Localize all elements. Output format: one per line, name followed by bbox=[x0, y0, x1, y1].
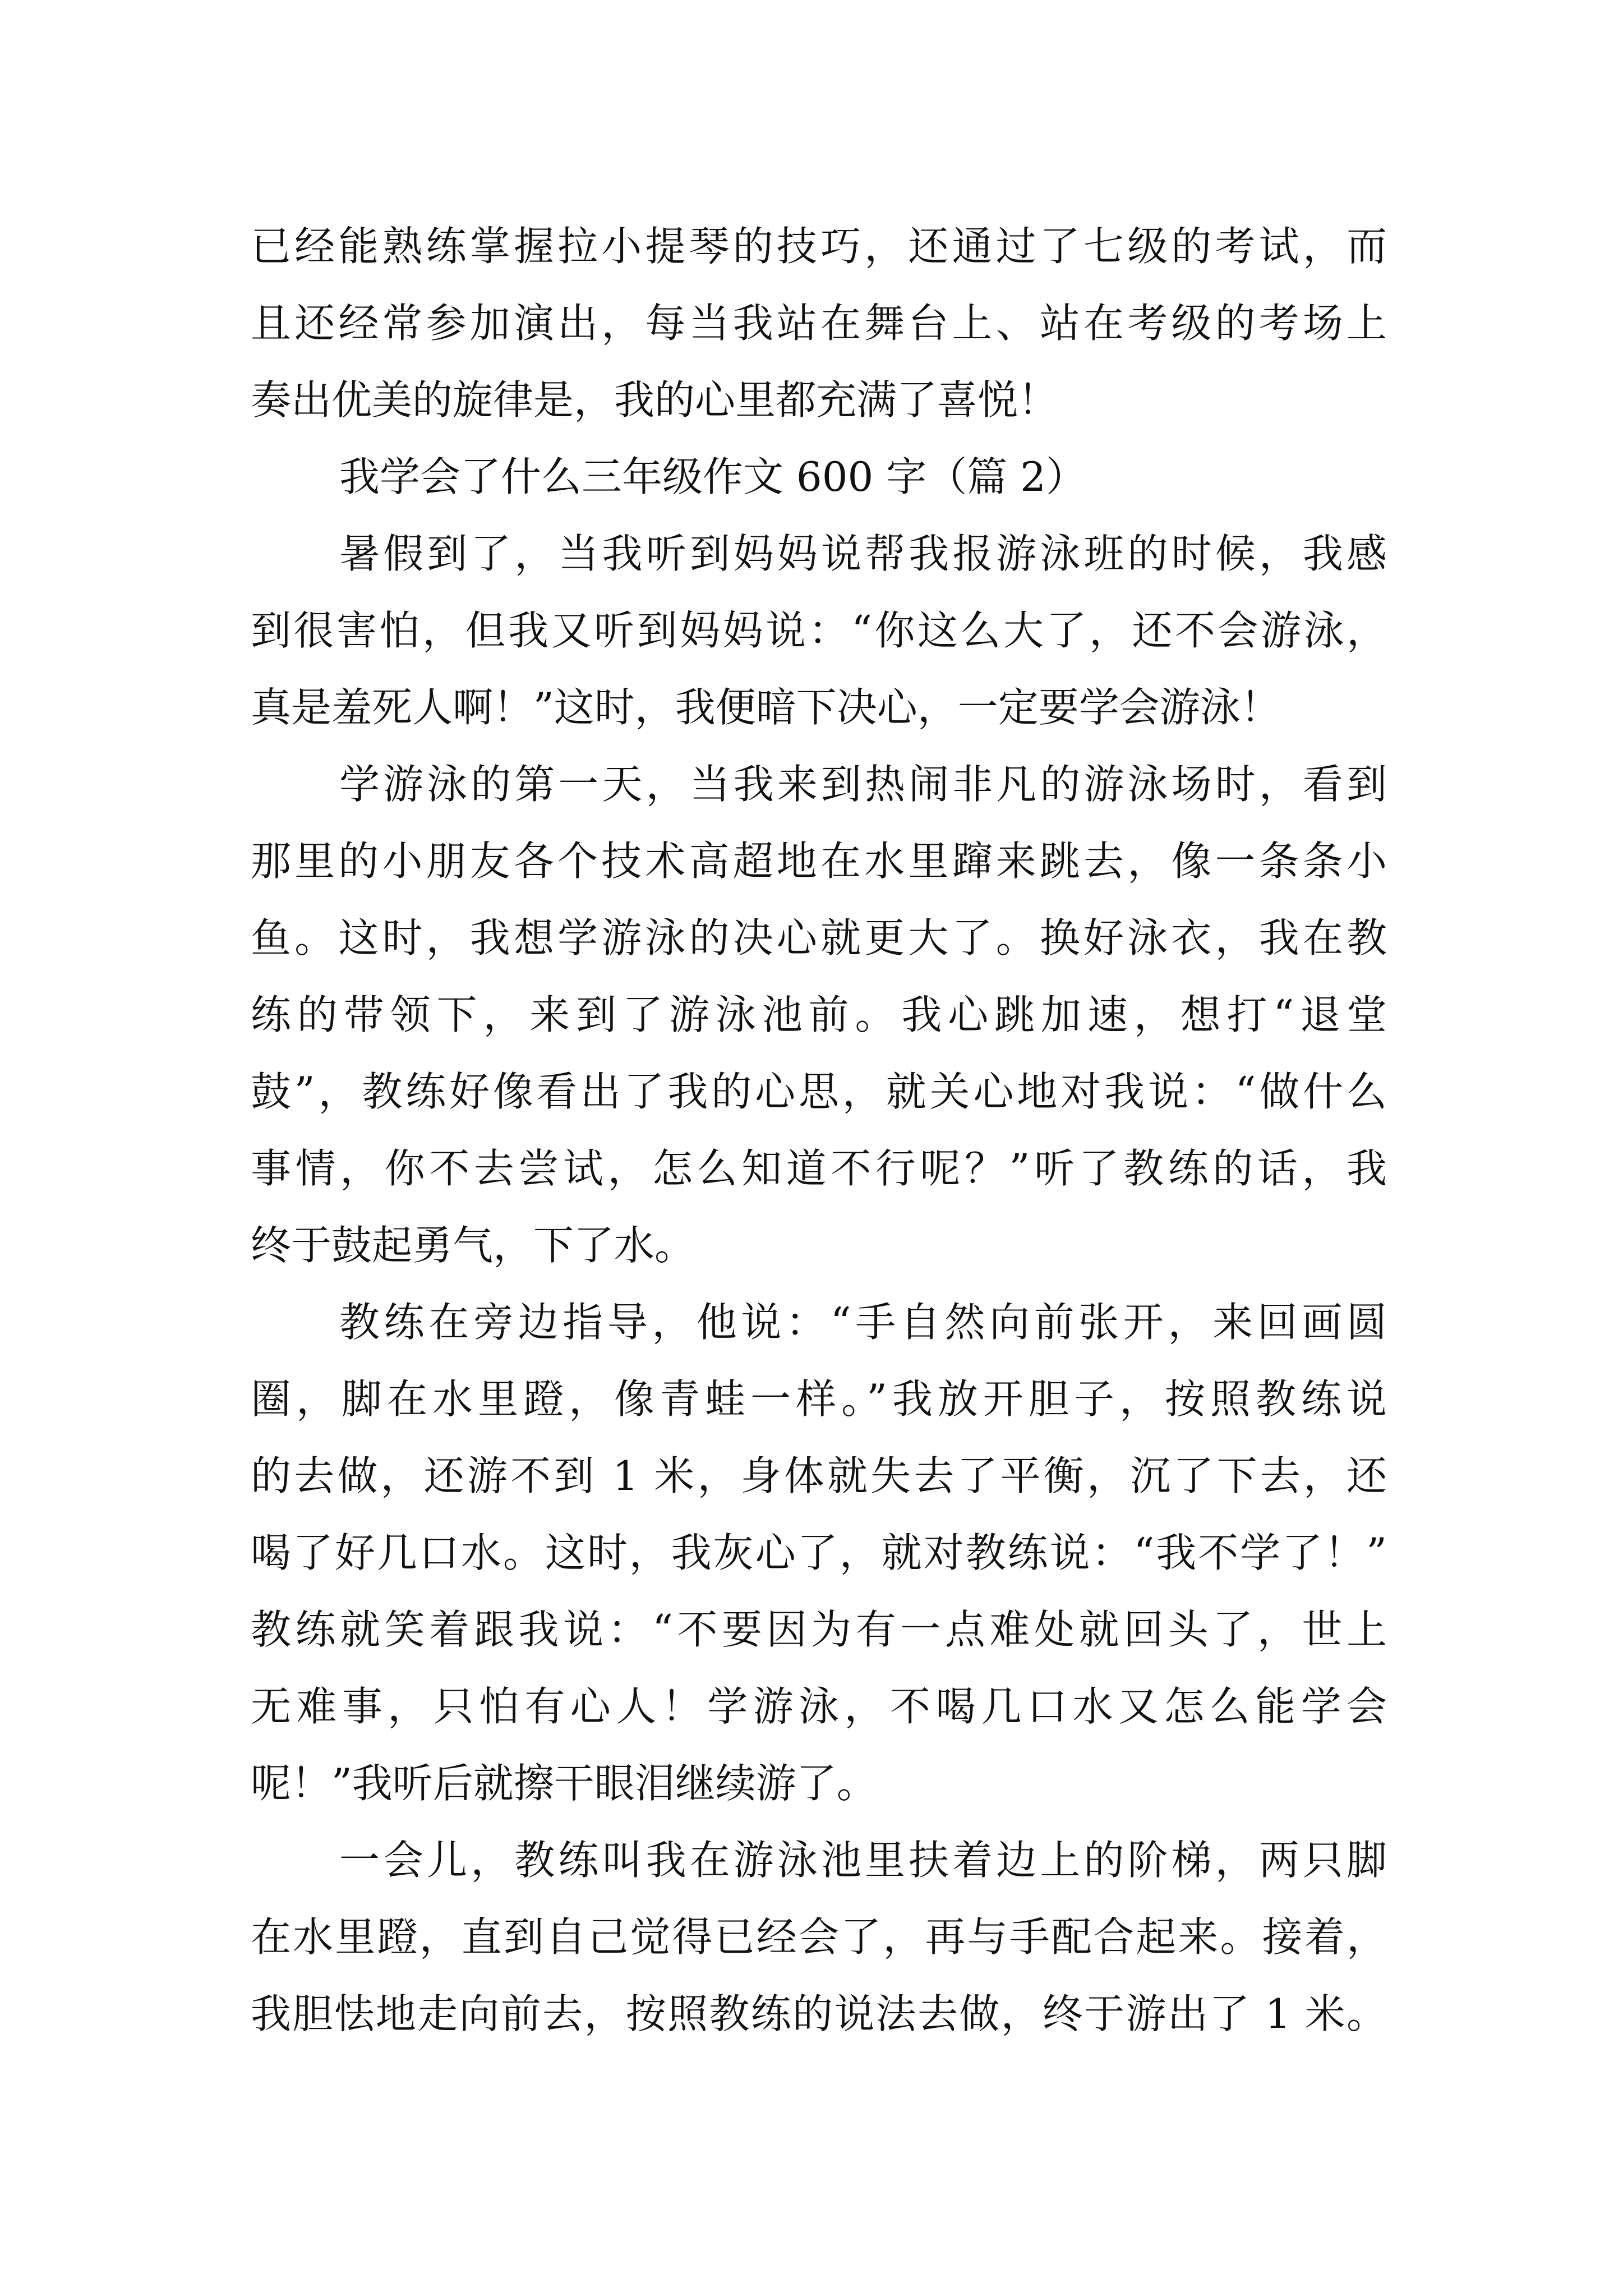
paragraph bbox=[251, 1284, 1387, 1822]
paragraph-line: 一会儿，教练叫我在游泳池里扶着边上的阶梯，两只脚 bbox=[339, 1837, 1387, 1884]
paragraph-line: 且还经常参加演出，每当我站在舞台上、站在考级的考场上 bbox=[251, 300, 1387, 347]
paragraph bbox=[251, 1822, 1387, 2053]
paragraph bbox=[251, 746, 1387, 1284]
section-heading bbox=[251, 439, 1387, 516]
paragraph-line: 我胆怯地走向前去，按照教练的说法去做，终于游出了 1 米。 bbox=[251, 1990, 1387, 2037]
paragraph-line: 学游泳的第一天，当我来到热闹非凡的游泳场时，看到 bbox=[339, 761, 1387, 808]
paragraph-line: 在水里蹬，直到自己觉得已经会了，再与手配合起来。接着， bbox=[251, 1913, 1387, 1961]
paragraph-line: 教练在旁边指导，他说：“手自然向前张开，来回画圆 bbox=[339, 1299, 1387, 1346]
paragraph-line: 那里的小朋友各个技术高超地在水里蹿来跳去，像一条条小 bbox=[251, 838, 1387, 885]
paragraph-line: 无难事，只怕有心人！学游泳，不喝几口水又怎么能学会 bbox=[251, 1683, 1387, 1730]
paragraph-line: 呢！”我听后就擦干眼泪继续游了。 bbox=[251, 1760, 877, 1807]
paragraph-line: 鼓”，教练好像看出了我的心思，就关心地对我说：“做什么 bbox=[251, 1068, 1387, 1115]
paragraph-line: 喝了好几口水。这时，我灰心了，就对教练说：“我不学了！” bbox=[251, 1529, 1387, 1576]
paragraph-line: 到很害怕，但我又听到妈妈说：“你这么大了，还不会游泳， bbox=[251, 607, 1387, 654]
paragraph-line: 圈，脚在水里蹬，像青蛙一样。”我放开胆子，按照教练说 bbox=[251, 1375, 1387, 1423]
paragraph-line: 教练就笑着跟我说：“不要因为有一点难处就回头了，世上 bbox=[251, 1606, 1387, 1653]
paragraph bbox=[251, 516, 1387, 746]
paragraph-line: 事情，你不去尝试，怎么知道不行呢？”听了教练的话，我 bbox=[251, 1145, 1387, 1192]
paragraph-line: 奏出优美的旋律是，我的心里都充满了喜悦！ bbox=[251, 376, 1059, 424]
paragraph-line: 已经能熟练掌握拉小提琴的技巧，还通过了七级的考试，而 bbox=[251, 223, 1387, 270]
paragraph-line: 终于鼓起勇气，下了水。 bbox=[251, 1222, 695, 1269]
heading-line: 我学会了什么三年级作文 600 字（篇 2） bbox=[339, 453, 1086, 500]
text-body bbox=[251, 208, 1387, 2053]
paragraph-line: 的去做，还游不到 1 米，身体就失去了平衡，沉了下去，还 bbox=[251, 1452, 1387, 1499]
paragraph-line: 真是羞死人啊！”这时，我便暗下决心，一定要学会游泳！ bbox=[251, 684, 1281, 731]
paragraph-line: 鱼。这时，我想学游泳的决心就更大了。换好泳衣，我在教 bbox=[251, 914, 1387, 961]
paragraph-line: 暑假到了，当我听到妈妈说帮我报游泳班的时候，我感 bbox=[339, 530, 1387, 577]
paragraph-line: 练的带领下，来到了游泳池前。我心跳加速，想打“退堂 bbox=[251, 991, 1387, 1038]
continued-paragraph bbox=[251, 208, 1387, 439]
